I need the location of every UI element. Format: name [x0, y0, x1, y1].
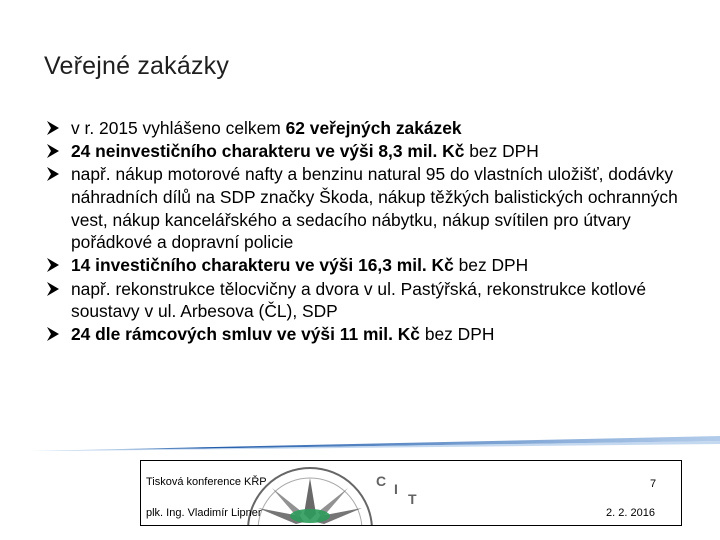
- bullet-text: např. rekonstrukce tělocvičny a dvora v ul. Pastýřská, rekonstrukce kotlové soustavy v ul. Arbesova (ČL), SDP: [71, 278, 647, 322]
- bullet-list: [46, 117, 686, 347]
- bullet-text: v r. 2015 vyhlášeno celkem: [71, 118, 286, 138]
- emblem-letter-i: I: [394, 481, 398, 497]
- emblem-letter-t: T: [408, 491, 417, 507]
- emblem-letter-c: C: [376, 473, 387, 489]
- bullet-text-bold: 14 investičního charakteru ve výši 16,3 mil. Kč: [71, 255, 454, 276]
- bullet-item: [46, 278, 686, 323]
- bullet-text-bold: 24 dle rámcových smluv ve výši 11 mil. Kč: [71, 324, 420, 345]
- bullet-text-bold: 24 neinvestičního charakteru ve výši 8,3 mil. Kč: [71, 141, 465, 162]
- slide-title: Veřejné zakázky: [44, 52, 230, 80]
- bullet-text: bez DPH: [464, 141, 539, 162]
- bullet-text: bez DPH: [419, 324, 495, 345]
- arrow-bullet-icon: [46, 278, 60, 300]
- arrow-bullet-icon: [46, 323, 60, 345]
- bullet-item: [46, 140, 686, 163]
- bullet-item: [46, 163, 686, 253]
- bullet-item: [46, 117, 686, 140]
- arrow-bullet-icon: [46, 254, 60, 276]
- footer-date: 2. 2. 2016: [606, 507, 655, 519]
- arrow-bullet-icon: [46, 163, 60, 185]
- bullet-item: [46, 323, 686, 346]
- bullet-text: např. nákup motorové nafty a benzinu natural 95 do vlastních uložišť, dodávky náhradních dílů na SDP značky Škoda, nákup těžkých balistických ochranných vest, nákup kancelářského a sedacího nábytku, nákup svítilen pro útvary pořádkové a dopravní policie: [71, 164, 678, 253]
- arrow-bullet-icon: [46, 117, 60, 139]
- footer-page-number: 7: [650, 478, 657, 490]
- bullet-text: bez DPH: [453, 255, 529, 276]
- footer-event: Tisková konference KŘP: [146, 476, 267, 488]
- bullet-text-bold: 62 veřejných zakázek: [285, 118, 462, 138]
- footer-author: plk. Ing. Vladimír Lipner: [146, 507, 262, 519]
- bullet-item: [46, 254, 686, 277]
- arrow-bullet-icon: [46, 140, 60, 162]
